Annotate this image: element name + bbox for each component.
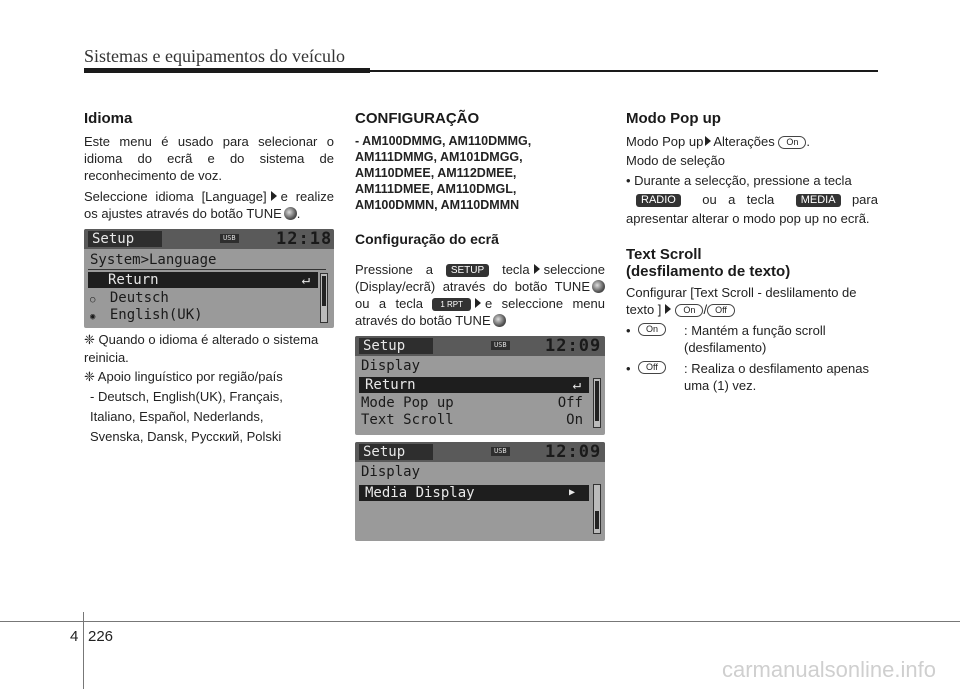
radio-key: RADIO [636, 194, 681, 207]
scroll-thumb [595, 511, 599, 529]
text: : Realiza o desfilamento apenas uma (1) vez. [684, 361, 870, 393]
screen-tab: Setup [359, 444, 433, 460]
screen-display-2 [355, 442, 605, 541]
arrow-right-icon [534, 264, 540, 274]
section-heading: Modo Pop up [626, 110, 721, 127]
screen-clock: 12:09 [545, 336, 602, 356]
screen-topbar [355, 442, 605, 462]
screen-item [90, 290, 169, 308]
screen-clock: 12:09 [545, 442, 602, 462]
arrow-right-icon [705, 136, 711, 146]
text: Modo Pop up [626, 134, 704, 149]
screen-item-label: Text Scroll [361, 412, 454, 428]
text: Pressione a [355, 262, 433, 277]
screen-item-selected [359, 377, 589, 393]
screen-item-selected [88, 272, 318, 288]
sub-heading: Configuração do ecrã [355, 231, 499, 247]
paragraph: Este menu é usado para selecionar o idioma do ecrã e do sistema de reconhecimento de voz. [84, 134, 334, 183]
screen-item-selected [359, 485, 589, 501]
column-idioma [84, 110, 334, 222]
text: para apresentar alterar o modo pop up no ecrã. [626, 192, 878, 226]
footer-rule [0, 621, 960, 622]
section-heading: CONFIGURAÇÃO [355, 110, 480, 127]
return-icon: ↵ [301, 272, 310, 288]
paragraph: Modo Pop up Alterações On . [626, 134, 811, 149]
screen-tab: Setup [88, 231, 162, 247]
screen-item-label: English(UK) [109, 307, 203, 323]
on-button-icon: On [638, 323, 666, 336]
arrow-right-icon [475, 298, 481, 308]
footer-divider [83, 612, 84, 689]
play-icon: ▶ [568, 487, 575, 498]
screen-item [90, 307, 203, 325]
header-rule-thin [370, 70, 878, 72]
watermark: carmanualsonline.info [721, 657, 936, 682]
tune-knob-icon [284, 207, 297, 220]
on-button-icon: On [778, 136, 806, 149]
paragraph: Configurar [Text Scroll - deslilamento de texto ] On / Off [626, 285, 857, 317]
return-icon: ↵ [572, 377, 581, 393]
off-button-icon: Off [707, 304, 735, 317]
paragraph: Modo de seleção [626, 153, 726, 168]
screen-topbar [355, 336, 605, 356]
screen-item-value: Off [557, 395, 583, 411]
text: e seleccione menu através do botão TUNE [355, 296, 605, 328]
column-modo-pop-up [626, 110, 878, 394]
radio-empty-icon: ○ [90, 295, 96, 305]
screen-item [361, 412, 583, 428]
tune-knob-icon [592, 280, 605, 293]
screen-path: System>Language [90, 252, 217, 268]
section-heading: Text Scroll [626, 246, 702, 263]
screen-item [361, 395, 583, 411]
bullet-on [626, 322, 878, 356]
section-heading: Idioma [84, 110, 133, 127]
section-heading-sub: (desfilamento de texto) [626, 263, 791, 280]
bullet [626, 171, 878, 228]
screen-item-label: Deutsch [109, 290, 169, 306]
text: tecla [502, 262, 530, 277]
text: ou a tecla [702, 192, 775, 207]
on-button-icon: On [675, 304, 703, 317]
column-configuracao [355, 110, 605, 329]
text: e realize os ajustes através do botão TUNE [84, 189, 335, 221]
bullet-mark: • [626, 323, 631, 338]
page-number: 226 [88, 628, 114, 645]
scrollbar [593, 484, 601, 534]
scroll-thumb [322, 276, 326, 306]
screen-display-1 [355, 336, 605, 435]
header-rule [84, 68, 370, 73]
screen-item-value: On [566, 412, 583, 428]
tune-knob-icon [493, 314, 506, 327]
scrollbar [593, 378, 601, 428]
screen-item-label: Return [108, 272, 159, 288]
scroll-thumb [595, 381, 599, 421]
usb-badge: USB [220, 234, 239, 243]
rpt-key: 1 RPT [432, 298, 471, 311]
bullet-mark: • [626, 361, 631, 376]
text: seleccione (Display/ecrã) através do botão TUNE [355, 262, 605, 294]
screen-clock: 12:18 [276, 229, 333, 249]
off-button-icon: Off [638, 361, 666, 374]
text: : Mantém a função scroll (desfilamento) [684, 323, 826, 355]
screen-item-label: Return [365, 377, 416, 393]
text: Seleccione idioma [Language] [84, 189, 267, 204]
screen-topbar [84, 229, 334, 249]
screen-path: Display [361, 358, 421, 374]
arrow-right-icon [271, 191, 277, 201]
page-header-title: Sistemas e equipamentos do veículo [84, 46, 345, 66]
separator [88, 269, 326, 270]
text: • Durante a selecção, pressione a tecla [626, 173, 852, 188]
text: ou a tecla [355, 296, 423, 311]
text: Configurar [Text Scroll - deslilamento de texto ] [626, 285, 857, 317]
media-key: MEDIA [796, 194, 841, 207]
usb-badge: USB [491, 447, 510, 456]
setup-key: SETUP [446, 264, 489, 277]
paragraph: Seleccione idioma [Language] e realize os ajustes através do botão TUNE . [84, 189, 335, 221]
model-list: - AM100DMMG, AM110DMMG, AM111DMMG, AM101DMGG, AM110DMEE, AM112DMEE, AM111DMEE, AM110DMGL, AM100DMMN, AM110DMMN [355, 134, 532, 212]
text: Alterações [713, 134, 775, 149]
chapter-number: 4 [70, 628, 79, 645]
note-languages: ❈ Apoio linguístico por região/país [84, 369, 283, 384]
radio-filled-icon: ◉ [90, 312, 96, 322]
screen-item-label: Media Display [365, 485, 475, 501]
usb-badge: USB [491, 341, 510, 350]
screen-tab: Setup [359, 338, 433, 354]
screen-language [84, 229, 334, 328]
language-list: - Deutsch, English(UK), Français, Italiano, Español, Nederlands, Svenska, Dansk, Русский, Polski [90, 389, 283, 444]
screen-path: Display [361, 464, 421, 480]
screen-item-label: Mode Pop up [361, 395, 454, 411]
paragraph [355, 261, 605, 329]
bullet-off [626, 360, 878, 394]
scrollbar [320, 273, 328, 323]
arrow-right-icon [665, 304, 671, 314]
note-restart: ❈ Quando o idioma é alterado o sistema reinicia. [84, 332, 319, 365]
